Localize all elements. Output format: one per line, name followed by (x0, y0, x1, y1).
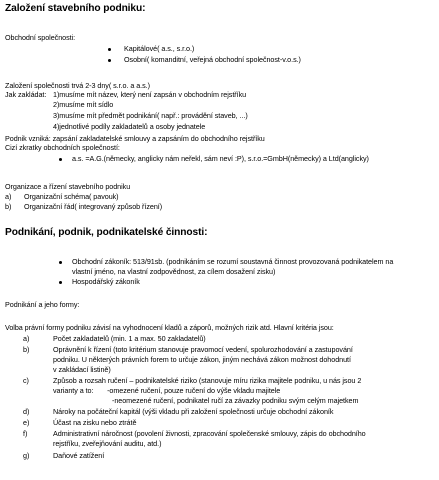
criterion-text: podniku. U některých právních forem to určuje zákon, jiným nechává zákon možnost dohodnutí (53, 355, 351, 364)
criterion-letter: c) (23, 376, 29, 385)
criterion-text: v zakládací listině) (53, 365, 111, 374)
criterion-text: Nároky na počáteční kapitál (výši vkladu při založení společnosti určuje obchodní zákoník (53, 407, 334, 416)
criterion-text: Způsob a rozsah ručení – podnikatelské riziko (stanovuje míru rizika majitele podniku, u nás jsou 2 (53, 376, 362, 385)
cizi-zkratky-label: Cizí zkratky obchodních společností: (5, 143, 120, 152)
cizi-item: a.s. =A.G.(německy, anglicky nám neřekl, sám neví :P), s.r.o.=GmbH(německy) a Ltd(anglicky) (72, 154, 369, 163)
podnikani-formy: Podnikání a jeho formy: (5, 300, 80, 309)
criterion-letter: e) (23, 418, 30, 427)
obchodni-zakonik-cont: vlastní jméno, na vlastní zodpovědnost, za cílem dosažení zisku) (72, 267, 276, 276)
criterion-letter: b) (23, 345, 30, 354)
criterion-text: Oprávnění k řízení (toto kritérium stanovuje pravomocí vedení, spolurozhodování a zastupování (53, 345, 353, 354)
bullet (59, 158, 62, 161)
jak-item: 4)jednotlivé podíly zakladatelů a osoby jednatele (53, 122, 206, 131)
obchodni-zakonik: Obchodní zákoník: 513/91sb. (podnikáním se rozumí soustavná činnost provozovaná podnikatelem na (72, 257, 394, 266)
org-letter: a) (5, 192, 12, 201)
criterion-text: Počet zakladatelů (min. 1 a max. 50 zakladatelů) (53, 334, 206, 343)
jak-item: 2)musíme mít sídlo (53, 100, 114, 109)
org-item: Organizační řád( integrovaný způsob řízení) (24, 202, 163, 211)
criterion-text: Administrativní náročnost (povolení živnosti, zpracování společenské smlouvy, zápis do obchodního (53, 429, 366, 438)
criterion-letter: f) (23, 429, 28, 438)
criterion-text: rejstříku, zveřejňování auditu, atd.) (53, 439, 162, 448)
bullet (108, 48, 111, 51)
podnik-vznika: Podnik vzniká: zapsání zakladatelské smlouvy a zapsáním do obchodního rejstříku (5, 134, 265, 143)
criterion-letter: d) (23, 407, 30, 416)
org-item: Organizační schéma( pavouk) (24, 192, 119, 201)
bullet (59, 281, 62, 284)
criterion-text: Daňové zatížení (53, 451, 105, 460)
criterion-letter: a) (23, 334, 30, 343)
jak-item: 1)musíme mít název, který není zapsán v obchodním rejstříku (53, 90, 247, 99)
heading-zalozeni: Založení stavebního podniku: (5, 3, 146, 14)
criterion-text: -neomezené ručení, podnikatel ručí za závazky podniku svým celým majetkem (112, 396, 359, 405)
jak-zakladat-label: Jak zakládat: (5, 90, 47, 99)
zalozeni-trva: Založení společnosti trvá 2-3 dny( s.r.o. a a.s.) (5, 81, 150, 90)
criterion-letter: g) (23, 451, 30, 460)
heading-podnikani: Podnikání, podnik, podnikatelské činnosti: (5, 227, 208, 238)
bullet (59, 261, 62, 264)
hospodarsky-zakonik: Hospodářský zákoník (72, 277, 140, 286)
org-letter: b) (5, 202, 12, 211)
os-item: Osobní( komanditní, veřejná obchodní společnost-v.o.s.) (124, 55, 301, 64)
obchodni-spolecnosti-label: Obchodní společnosti: (5, 33, 76, 42)
criterion-text: varianty a to: -omezené ručení, pouze ručení do výše vkladu majitele (53, 386, 281, 395)
volba-text: Volba právní formy podniku závisí na vyhodnocení kladů a záporů, možných rizik atd. Hlavní kritéria jsou: (5, 323, 334, 332)
criterion-text: Účast na zisku nebo ztrátě (53, 418, 137, 427)
organizace-title: Organizace a řízení stavebního podniku (5, 182, 131, 191)
jak-item: 3)musíme mít předmět podnikání( např.: provádění staveb, ...) (53, 111, 248, 120)
bullet (108, 59, 111, 62)
os-item: Kapitálové( a.s., s.r.o.) (124, 44, 195, 53)
